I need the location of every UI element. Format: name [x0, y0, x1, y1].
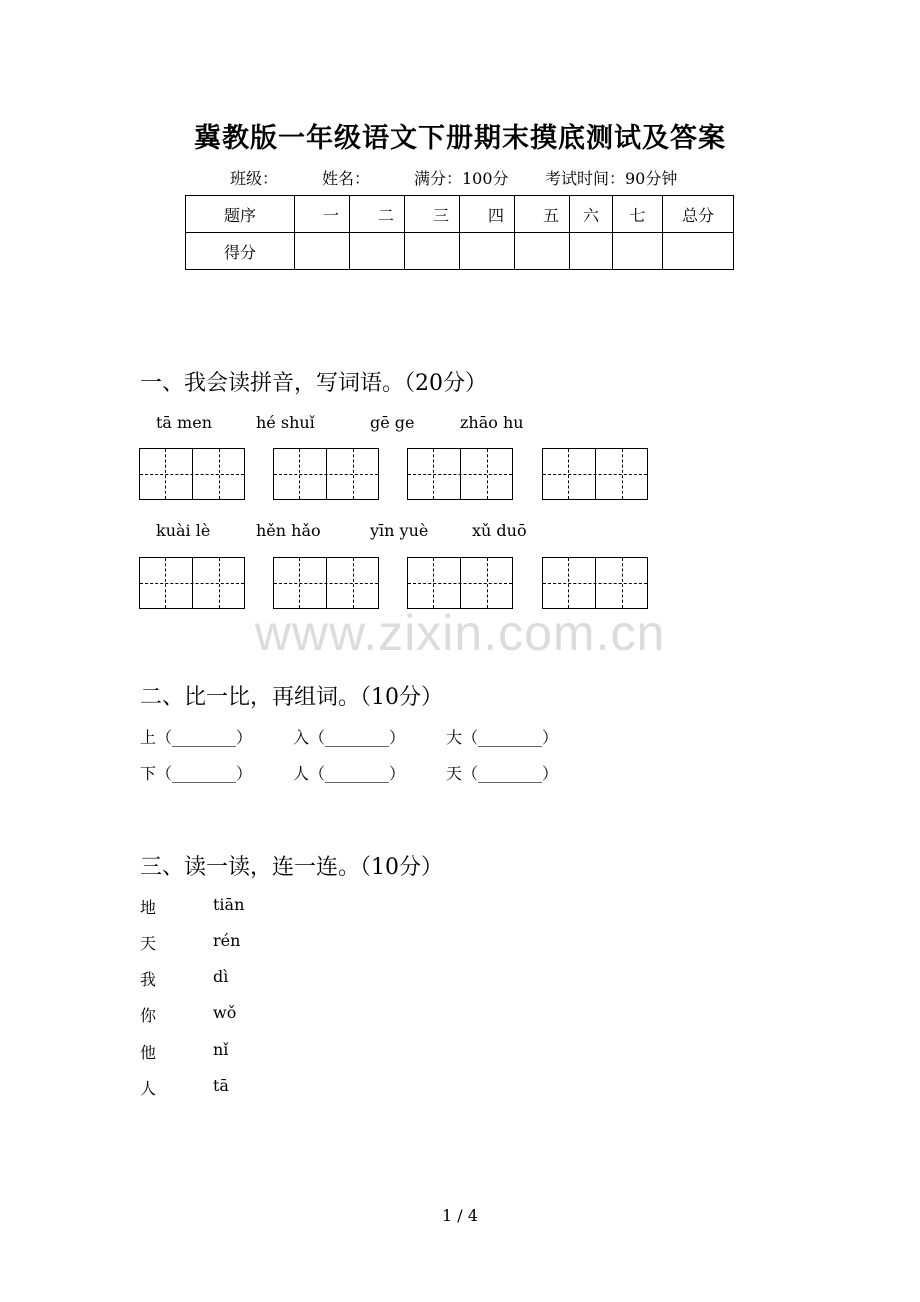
- match-pinyin[interactable]: rén: [213, 931, 241, 950]
- section2-heading: 二、比一比，再组词。（10分）: [140, 685, 443, 710]
- score-table-header-row: [186, 196, 734, 233]
- page-number: 1 / 4: [442, 1206, 478, 1225]
- match-char[interactable]: 他: [140, 1043, 157, 1062]
- pinyin-label: hé shuǐ: [256, 413, 315, 432]
- score-cell[interactable]: [405, 233, 460, 270]
- match-char[interactable]: 天: [140, 934, 157, 953]
- score-table-col: 六: [570, 196, 613, 233]
- section3-heading: 三、读一读，连一连。（10分）: [140, 855, 443, 880]
- score-cell[interactable]: [663, 233, 734, 270]
- match-pinyin[interactable]: wǒ: [213, 1003, 237, 1022]
- match-char[interactable]: 我: [140, 970, 157, 989]
- watermark: www.zixin.com.cn: [254, 605, 666, 661]
- score-table-row-header: 题序: [186, 196, 295, 233]
- score-table-row-header: 得分: [186, 233, 295, 270]
- word-blank[interactable]: 人（________）: [293, 764, 406, 783]
- full-score: 满分：100分: [414, 169, 509, 188]
- score-cell[interactable]: [460, 233, 515, 270]
- word-blank[interactable]: 上（________）: [140, 728, 253, 747]
- writing-grid[interactable]: [542, 448, 648, 500]
- match-pinyin[interactable]: dì: [213, 967, 229, 986]
- writing-grid[interactable]: [139, 448, 245, 500]
- score-cell[interactable]: [295, 233, 350, 270]
- pinyin-label: gē ge: [370, 413, 415, 432]
- score-table-col: 四: [460, 196, 515, 233]
- score-cell[interactable]: [350, 233, 405, 270]
- word-blank[interactable]: 天（________）: [446, 764, 559, 783]
- pinyin-label: yīn yuè: [370, 521, 429, 540]
- pinyin-label: hěn hǎo: [256, 521, 321, 540]
- score-table-col: 总分: [663, 196, 734, 233]
- pinyin-label: kuài lè: [156, 521, 211, 540]
- score-table-col: 一: [295, 196, 350, 233]
- score-cell[interactable]: [515, 233, 570, 270]
- score-table-col: 二: [350, 196, 405, 233]
- writing-grid[interactable]: [273, 448, 379, 500]
- writing-grid[interactable]: [273, 557, 379, 609]
- score-table-score-row: [186, 233, 734, 270]
- pinyin-label: zhāo hu: [460, 413, 524, 432]
- pinyin-label: tā men: [156, 413, 212, 432]
- match-pinyin[interactable]: tā: [213, 1076, 229, 1095]
- score-cell[interactable]: [570, 233, 613, 270]
- pinyin-label: xǔ duō: [472, 521, 527, 540]
- class-label: 班级：: [230, 169, 279, 188]
- page-title: 冀教版一年级语文下册期末摸底测试及答案: [194, 123, 726, 154]
- score-table-col: 五: [515, 196, 570, 233]
- match-char[interactable]: 地: [140, 898, 157, 917]
- writing-grid[interactable]: [407, 448, 513, 500]
- score-table-col: 三: [405, 196, 460, 233]
- writing-grid[interactable]: [542, 557, 648, 609]
- match-char[interactable]: 你: [140, 1006, 157, 1025]
- score-cell[interactable]: [613, 233, 663, 270]
- score-table-col: 七: [613, 196, 663, 233]
- word-blank[interactable]: 下（________）: [140, 764, 253, 783]
- section1-heading: 一、我会读拼音，写词语。（20分）: [140, 371, 487, 396]
- match-pinyin[interactable]: nǐ: [213, 1040, 229, 1059]
- word-blank[interactable]: 大（________）: [446, 728, 559, 747]
- score-table: [185, 195, 734, 270]
- exam-time: 考试时间：90分钟: [545, 169, 678, 188]
- match-char[interactable]: 人: [140, 1079, 157, 1098]
- word-blank[interactable]: 入（________）: [293, 728, 406, 747]
- writing-grid[interactable]: [139, 557, 245, 609]
- writing-grid[interactable]: [407, 557, 513, 609]
- name-label: 姓名：: [322, 169, 371, 188]
- match-pinyin[interactable]: tiān: [213, 895, 245, 914]
